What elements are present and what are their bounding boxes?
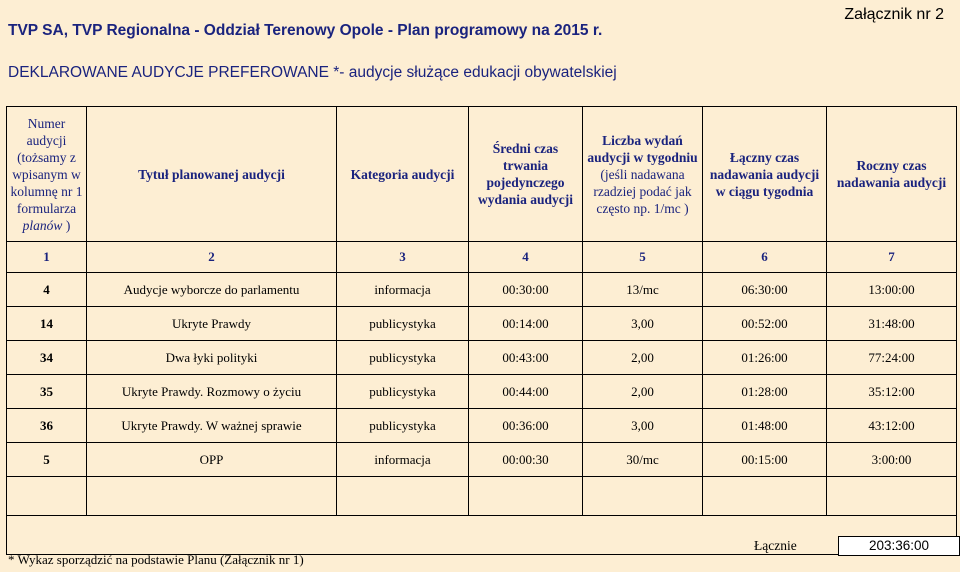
column-number: 7: [827, 242, 957, 273]
row-number: 4: [7, 273, 87, 307]
row-number: 35: [7, 375, 87, 409]
footer-row: [7, 516, 957, 555]
table-row: [7, 409, 957, 443]
header-weekly-time: Łączny czas nadawania audycji w ciągu tygodnia: [703, 107, 827, 242]
row-weekly-time: 01:28:00: [703, 375, 827, 409]
table-row: [7, 307, 957, 341]
row-avg-duration: 00:36:00: [469, 409, 583, 443]
empty-row: [7, 477, 957, 516]
header-row: [7, 107, 957, 242]
row-count: 13/mc: [583, 273, 703, 307]
row-category: informacja: [337, 273, 469, 307]
table-row: [7, 443, 957, 477]
row-yearly-time: 13:00:00: [827, 273, 957, 307]
row-count: 2,00: [583, 341, 703, 375]
row-category: publicystyka: [337, 341, 469, 375]
row-category: informacja: [337, 443, 469, 477]
row-avg-duration: 00:00:30: [469, 443, 583, 477]
page-title: TVP SA, TVP Regionalna - Oddział Terenowy Opole - Plan programowy na 2015 r.: [8, 22, 603, 39]
programme-table: [6, 106, 957, 555]
row-title: Audycje wyborcze do parlamentu: [87, 273, 337, 307]
row-weekly-time: 00:52:00: [703, 307, 827, 341]
header-yearly-time: Roczny czas nadawania audycji: [827, 107, 957, 242]
row-yearly-time: 3:00:00: [827, 443, 957, 477]
row-title: Ukryte Prawdy: [87, 307, 337, 341]
row-category: publicystyka: [337, 409, 469, 443]
header-category: Kategoria audycji: [337, 107, 469, 242]
row-number: 14: [7, 307, 87, 341]
row-avg-duration: 00:30:00: [469, 273, 583, 307]
header-title: Tytuł planowanej audycji: [87, 107, 337, 242]
column-number: 2: [87, 242, 337, 273]
row-avg-duration: 00:43:00: [469, 341, 583, 375]
header-number: Numer audycji (tożsamy z wpisanym w kolumnę nr 1 formularza planów ): [7, 107, 87, 242]
page-subtitle: DEKLAROWANE AUDYCJE PREFEROWANE *- audycje służące edukacji obywatelskiej: [8, 64, 617, 81]
row-category: publicystyka: [337, 307, 469, 341]
row-weekly-time: 00:15:00: [703, 443, 827, 477]
column-number: 3: [337, 242, 469, 273]
row-count: 3,00: [583, 409, 703, 443]
row-yearly-time: 31:48:00: [827, 307, 957, 341]
row-category: publicystyka: [337, 375, 469, 409]
row-yearly-time: 77:24:00: [827, 341, 957, 375]
row-weekly-time: 01:26:00: [703, 341, 827, 375]
column-number: 1: [7, 242, 87, 273]
table-row: [7, 273, 957, 307]
table-row: [7, 341, 957, 375]
row-number: 36: [7, 409, 87, 443]
column-number: 5: [583, 242, 703, 273]
row-title: Ukryte Prawdy. Rozmowy o życiu: [87, 375, 337, 409]
row-number: 34: [7, 341, 87, 375]
row-title: OPP: [87, 443, 337, 477]
row-avg-duration: 00:44:00: [469, 375, 583, 409]
row-weekly-time: 06:30:00: [703, 273, 827, 307]
row-title: Ukryte Prawdy. W ważnej sprawie: [87, 409, 337, 443]
row-count: 30/mc: [583, 443, 703, 477]
row-number: 5: [7, 443, 87, 477]
total-value: 203:36:00: [838, 536, 960, 556]
row-title: Dwa łyki polityki: [87, 341, 337, 375]
row-count: 3,00: [583, 307, 703, 341]
header-count: Liczba wydań audycji w tygodniu (jeśli nadawana rzadziej podać jak często np. 1/mc ): [583, 107, 703, 242]
total-label: Łącznie: [754, 538, 797, 553]
row-yearly-time: 35:12:00: [827, 375, 957, 409]
column-number: 6: [703, 242, 827, 273]
footer-note: * Wykaz sporządzić na podstawie Planu (Załącznik nr 1): [8, 552, 304, 567]
row-count: 2,00: [583, 375, 703, 409]
row-weekly-time: 01:48:00: [703, 409, 827, 443]
row-avg-duration: 00:14:00: [469, 307, 583, 341]
column-number: 4: [469, 242, 583, 273]
column-number-row: [7, 242, 957, 273]
header-avg-duration: Średni czas trwania pojedynczego wydania audycji: [469, 107, 583, 242]
table-row: [7, 375, 957, 409]
annex-label: Załącznik nr 2: [844, 6, 944, 23]
row-yearly-time: 43:12:00: [827, 409, 957, 443]
